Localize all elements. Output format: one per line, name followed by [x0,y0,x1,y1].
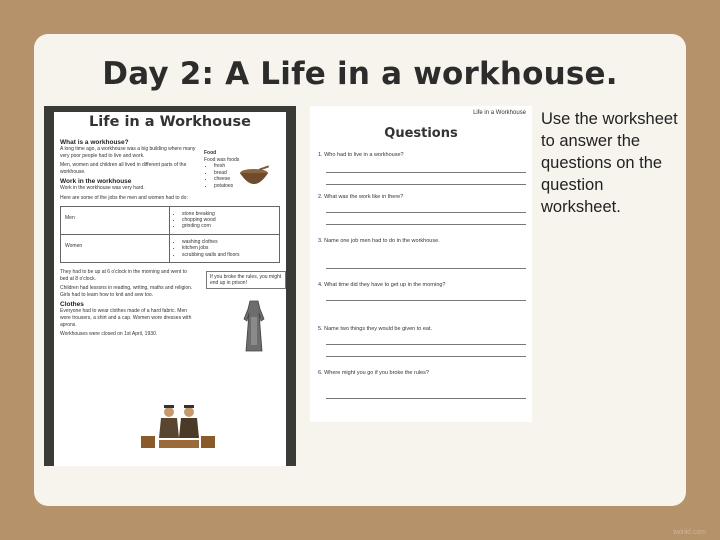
info-top-row [54,136,286,192]
routine-text: They had to be up at 6 o'clock in the morning and went to bed at 8 o'clock. [60,269,187,282]
food-item: • fresh [214,163,233,170]
brand-watermark: twinkl.com [673,529,706,536]
closed-text: Workhouses were closed on 1st April, 1930. [60,331,158,338]
question-text: 6. Where might you go if you broke the rules? [318,370,429,376]
answer-line[interactable] [326,184,526,185]
rules-box: If you broke the rules, you might end up in prison! [206,271,286,289]
answer-line[interactable] [326,268,526,269]
food-subheading: Food was foods [204,156,240,163]
section-text: A long time ago, a workhouse was a big building where many very poor people had to live and work. [60,146,196,159]
section-text: Work in the workhouse was very hard. [60,185,145,192]
answer-line[interactable] [326,172,526,173]
table-row [61,207,279,235]
section-heading: Work in the workhouse [60,178,132,186]
question-text: 4. What time did they have to get up in the morning? [318,282,446,288]
answer-line[interactable] [326,224,526,225]
table-cell: • grinding corn [182,223,275,229]
table-cell: Women [61,235,170,262]
slide-title: Day 2: A Life in a workhouse. [102,56,618,92]
food-item: • potatoes [214,183,233,190]
answer-line[interactable] [326,344,526,345]
instruction-text: Use the worksheet to answer the questions on the question worksheet. [541,110,678,216]
food-panel [202,136,286,192]
food-item: • cheese [214,176,233,183]
question-text: 5. Name two things they would be given to eat. [318,326,433,332]
info-sheet-title: Life in a Workhouse [89,114,251,130]
table-row [61,235,279,262]
table-cell: • stone breaking [182,211,275,217]
section-text: Here are some of the jobs the men and women had to do: [60,194,188,201]
jobs-table [60,206,280,263]
table-cell: Men [61,207,170,234]
question-text: 2. What was the work like in there? [318,194,404,200]
food-heading: Food [204,150,217,156]
workhouse-people-icon [139,402,219,450]
answer-line[interactable] [326,300,526,301]
section-heading: What is a workhouse? [60,139,129,146]
dress-icon [242,299,266,353]
section-text: Men, women and children all lived in different parts of the workhouse. [60,162,187,175]
info-sheet [44,106,296,466]
info-sheet-page [54,112,286,466]
questions-corner-label: Life in a Workhouse [473,110,526,116]
clothes-text: Everyone had to wear clothes made of a hard fabric. Men wore trousers, a shirt and a cap. Women wore dresses with aprons. [60,308,192,328]
clothes-heading: Clothes [60,301,84,309]
bowl-icon [237,165,271,191]
answer-line[interactable] [326,356,526,357]
question-text: 1. Who had to live in a workhouse? [318,152,404,158]
questions-sheet [310,106,532,422]
question-text: 3. Name one job men had to do in the workhouse. [318,238,440,244]
table-cell: • kitchen jobs [182,245,275,251]
answer-line[interactable] [326,398,526,399]
table-cell: • scrubbing walls and floors [182,252,275,258]
table-cell: • chopping wood [182,217,275,223]
answer-line[interactable] [326,212,526,213]
food-item: • bread [214,170,233,177]
lessons-text: Children had lessons in reading, writing, maths and religion. Girls had to learn how to knit and sew too. [60,285,193,298]
table-cell: • washing clothes [182,239,275,245]
questions-title: Questions [384,126,458,141]
